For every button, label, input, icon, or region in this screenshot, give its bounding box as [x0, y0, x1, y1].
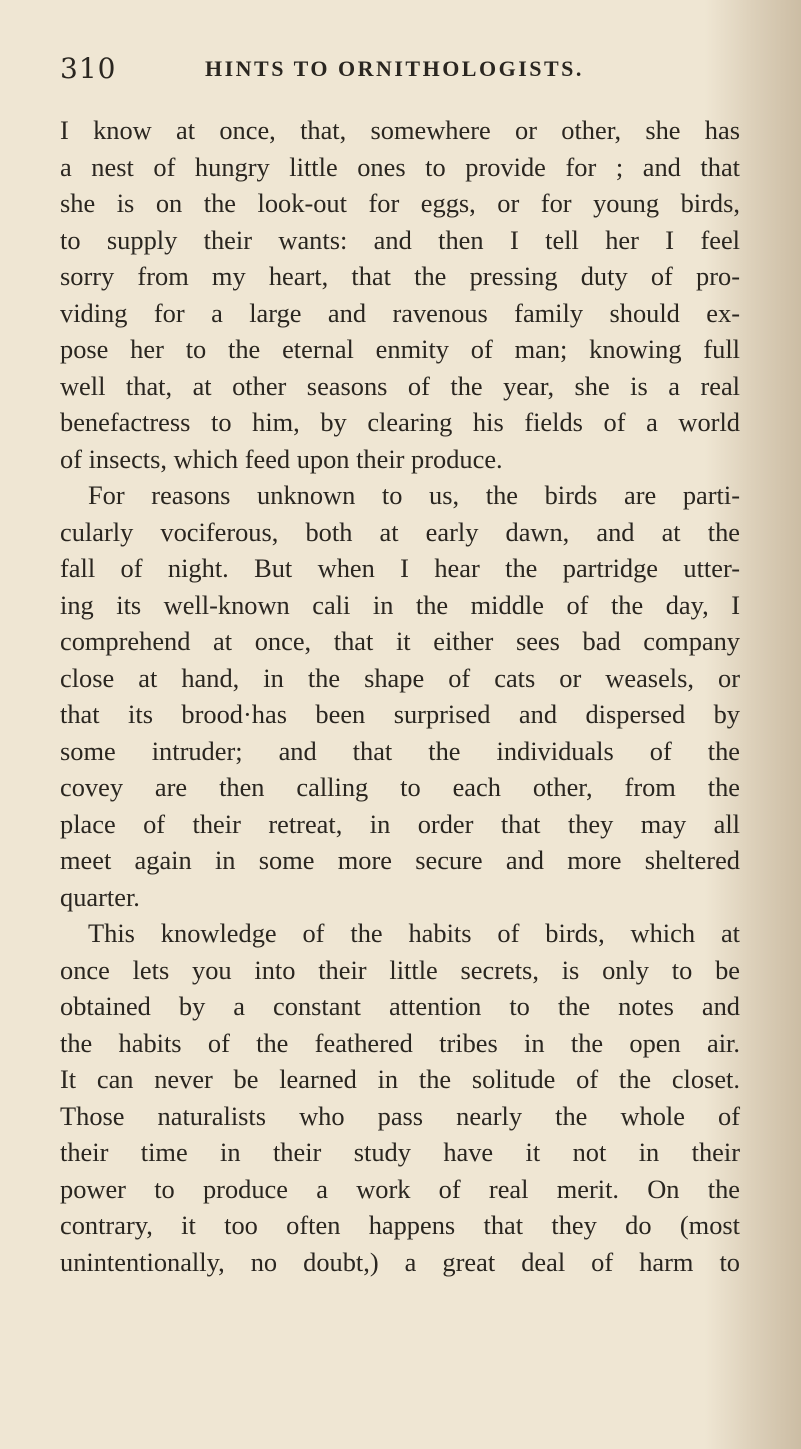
- text-line: she is on the look-out for eggs, or for young birds,: [60, 188, 740, 218]
- page-number: 310: [60, 52, 117, 85]
- text-line: a nest of hungry little ones to provide for ; and that: [60, 151, 740, 182]
- text-line: to supply their wants: and then I tell her I feel: [60, 224, 740, 255]
- text-line: quarter.: [60, 881, 140, 912]
- text-line: I know at once, that, somewhere or other, she has: [60, 115, 740, 145]
- text-line: power to produce a work of real merit. On the: [60, 1173, 740, 1204]
- text-line: that its brood·has been surprised and dispersed by: [60, 699, 740, 729]
- text-line: unintentionally, no doubt,) a great deal of harm to: [60, 1246, 740, 1277]
- text-line: once lets you into their little secrets, is only to be: [60, 954, 740, 985]
- body-text: [60, 112, 740, 1280]
- text-line: cularly vociferous, both at early dawn, and at the: [60, 516, 740, 547]
- text-line: meet again in some more secure and more sheltered: [60, 845, 740, 875]
- text-line: close at hand, in the shape of cats or weasels, or: [60, 662, 740, 693]
- page-header: [60, 52, 740, 92]
- text-line: Those naturalists who pass nearly the whole of: [60, 1100, 740, 1131]
- text-line: fall of night. But when I hear the partridge utter-: [60, 553, 740, 583]
- text-line: ing its well-known cali in the middle of the day, I: [60, 589, 740, 620]
- text-line: contrary, it too often happens that they do (most: [60, 1210, 740, 1240]
- text-line: the habits of the feathered tribes in the open air.: [60, 1027, 740, 1058]
- text-line: well that, at other seasons of the year, she is a real: [60, 370, 740, 401]
- text-line: benefactress to him, by clearing his fields of a world: [60, 407, 740, 437]
- text-line: comprehend at once, that it either sees bad company: [60, 626, 740, 656]
- text-line: obtained by a constant attention to the notes and: [60, 991, 740, 1021]
- text-line: sorry from my heart, that the pressing duty of pro-: [60, 261, 740, 291]
- text-line: place of their retreat, in order that they may all: [60, 808, 740, 839]
- running-head: HINTS TO ORNITHOLOGISTS.: [205, 56, 584, 81]
- text-line: This knowledge of the habits of birds, which at: [88, 918, 740, 948]
- text-line: covey are then calling to each other, from the: [60, 772, 740, 802]
- text-line: pose her to the eternal enmity of man; knowing full: [60, 334, 740, 364]
- text-line: some intruder; and that the individuals of the: [60, 735, 740, 766]
- text-line: viding for a large and ravenous family should ex-: [60, 297, 740, 328]
- text-line: It can never be learned in the solitude of the closet.: [60, 1064, 740, 1094]
- text-line: their time in their study have it not in their: [60, 1137, 740, 1167]
- text-line: of insects, which feed upon their produce.: [60, 443, 503, 474]
- text-line: For reasons unknown to us, the birds are parti-: [88, 480, 740, 510]
